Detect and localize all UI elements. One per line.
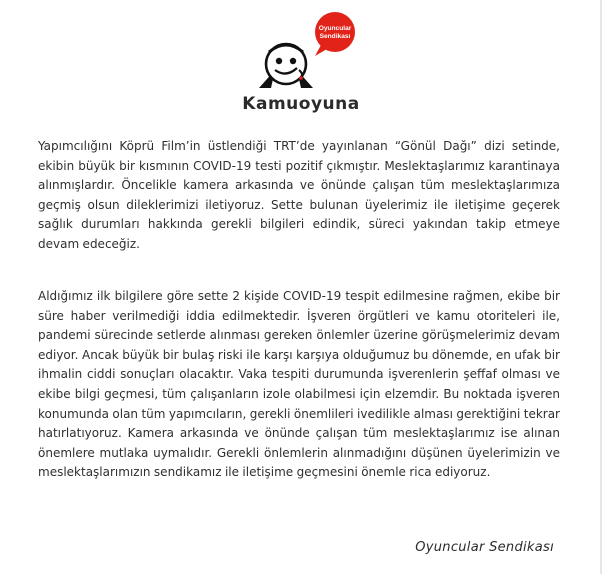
statement-paragraph-1: Yapımcılığını Köprü Film’in üstlendiği TRT’de yayınlanan “Gönül Dağı” dizi setinde, ekibin büyük bir kısmının COVID-19 testi pozitif çıkmıştır. Meslektaşlarımız karantinaya alınmışlardır. Öncelikle kamera arkasında ve önünde çalışan tüm meslektaşlarımıza geçmiş olsun dileklerimizi iletiyoruz. Sette bulunan üyelerimiz ile iletişime geçerek sağlık durumları hakkında gerekli bilgileri edindik, süreci yakından takip etmeye devam edeceğiz. xyxy=(38,139,560,251)
signature: Oyuncular Sendikası xyxy=(415,540,554,555)
statement-paragraph-2: Aldığımız ilk bilgilere göre sette 2 kişide COVID-19 tespit edilmesine rağmen, ekibe bir süre haber verilmediği iddia edilmektedir. İşveren örgütleri ve kamu otoriteleri ile, pandemi sürecinde setlerde alınması gereken önlemler üzerine görüşmelerimiz devam ediyor. Ancak büyük bir bulaş riski ile karşı karşıya olduğumuz bu dönemde, en ufak bir ihmalin ciddi sonuçları olacaktır. Vaka tespiti durumunda işverenlerin şeffaf olması ve ekibe bilgi geçmesi, tüm çalışanların izole olabilmesi için elzemdir. Bu noktada işveren konumunda olan tüm yapımcıların, gerekli önemlileri ivedilikle alması gerektiğini tekrar hatırlatıyoruz. Kamera arkasında ve önünde çalışan tüm meslektaşlarımız ise alınan önemlere mutlaka uymalıdır. Gerekli önlemlerin alınmadığını düşünen üyelerimizin ve meslektaşlarımızın sendikamız ile iletişime geçmesini önemle rica ediyoruz. xyxy=(38,289,560,480)
oyuncular-sendikasi-logo xyxy=(255,12,365,90)
logo-line-2: Sendikası xyxy=(319,33,351,40)
logo-badge xyxy=(315,12,355,56)
cartoon-face-icon xyxy=(259,44,313,88)
statement-title: Kamuoyuna xyxy=(242,94,360,114)
logo-line-1: Oyuncular xyxy=(318,25,352,32)
